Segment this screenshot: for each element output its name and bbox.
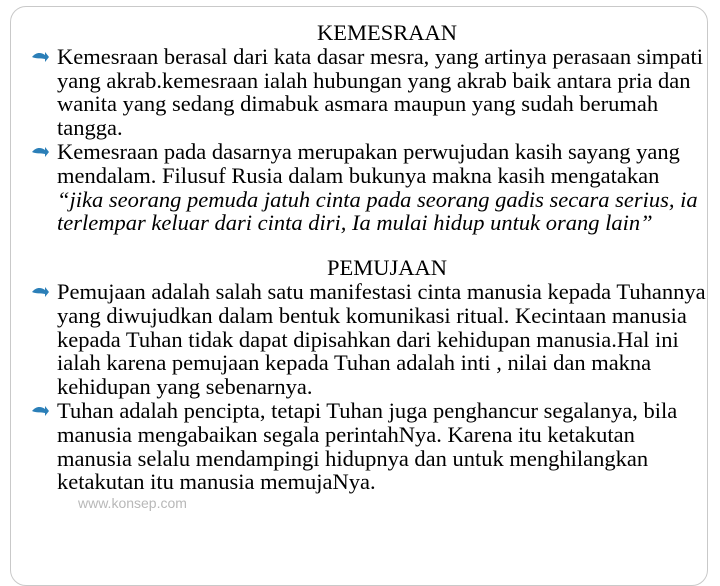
heading-pemujaan: PEMUJAAN [326,255,447,281]
bullet-kemesraan-1-text: Kemesraan berasal dari kata dasar mesra, yang artinya perasaan simpati yang akrab.kemesraan ialah hubungan yang akrab baik antara pria dan wanita yang sedang dimabuk asmara maupun yang sudah berumah tangga. [57,43,703,141]
arrow-bullet-icon [31,285,49,299]
bullet-kemesraan-1 [27,45,707,140]
arrow-bullet-icon [31,50,49,64]
footer-watermark: www.konsep.com [78,495,187,511]
bullet-kemesraan-2-quote: “jika seorang pemuda jatuh cinta pada seorang gadis secara serius, ia terlempar keluar dari cinta diri, Ia mulai hidup untuk orang lain” [57,186,698,236]
bullet-pemujaan-1 [27,280,707,399]
slide-frame [10,6,708,586]
bullet-kemesraan-2 [27,140,707,235]
bullet-kemesraan-2-text: Kemesraan pada dasarnya merupakan perwujudan kasih sayang yang mendalam. Filusuf Rusia dalam bukunya makna kasih mengatakan [57,138,680,188]
slide-content [27,21,707,494]
bullet-pemujaan-2 [27,399,707,494]
heading-kemesraan: KEMESRAAN [316,20,457,45]
bullet-pemujaan-2-text: Tuhan adalah pencipta, tetapi Tuhan juga penghancur segalanya, bila manusia mengabaikan segala perintahNya. Karena itu ketakutan manusia selalu mendampingi hidupnya dan untuk menghilangkan ketakutan itu manusia memujaNya. [57,397,678,495]
section-pemujaan [27,256,707,494]
arrow-bullet-icon [31,145,49,159]
bullet-pemujaan-1-text: Pemujaan adalah salah satu manifestasi cinta manusia kepada Tuhannya yang diwujudkan dalam bentuk komunikasi ritual. Kecintaan manusia kepada Tuhan tidak dapat dipisahkan dari kehidupan manusia.Hal ini ialah karena pemujaan kepada Tuhan adalah inti , nilai dan makna kehidupan yang sebenarnya. [57,278,706,400]
arrow-bullet-icon [31,404,49,418]
